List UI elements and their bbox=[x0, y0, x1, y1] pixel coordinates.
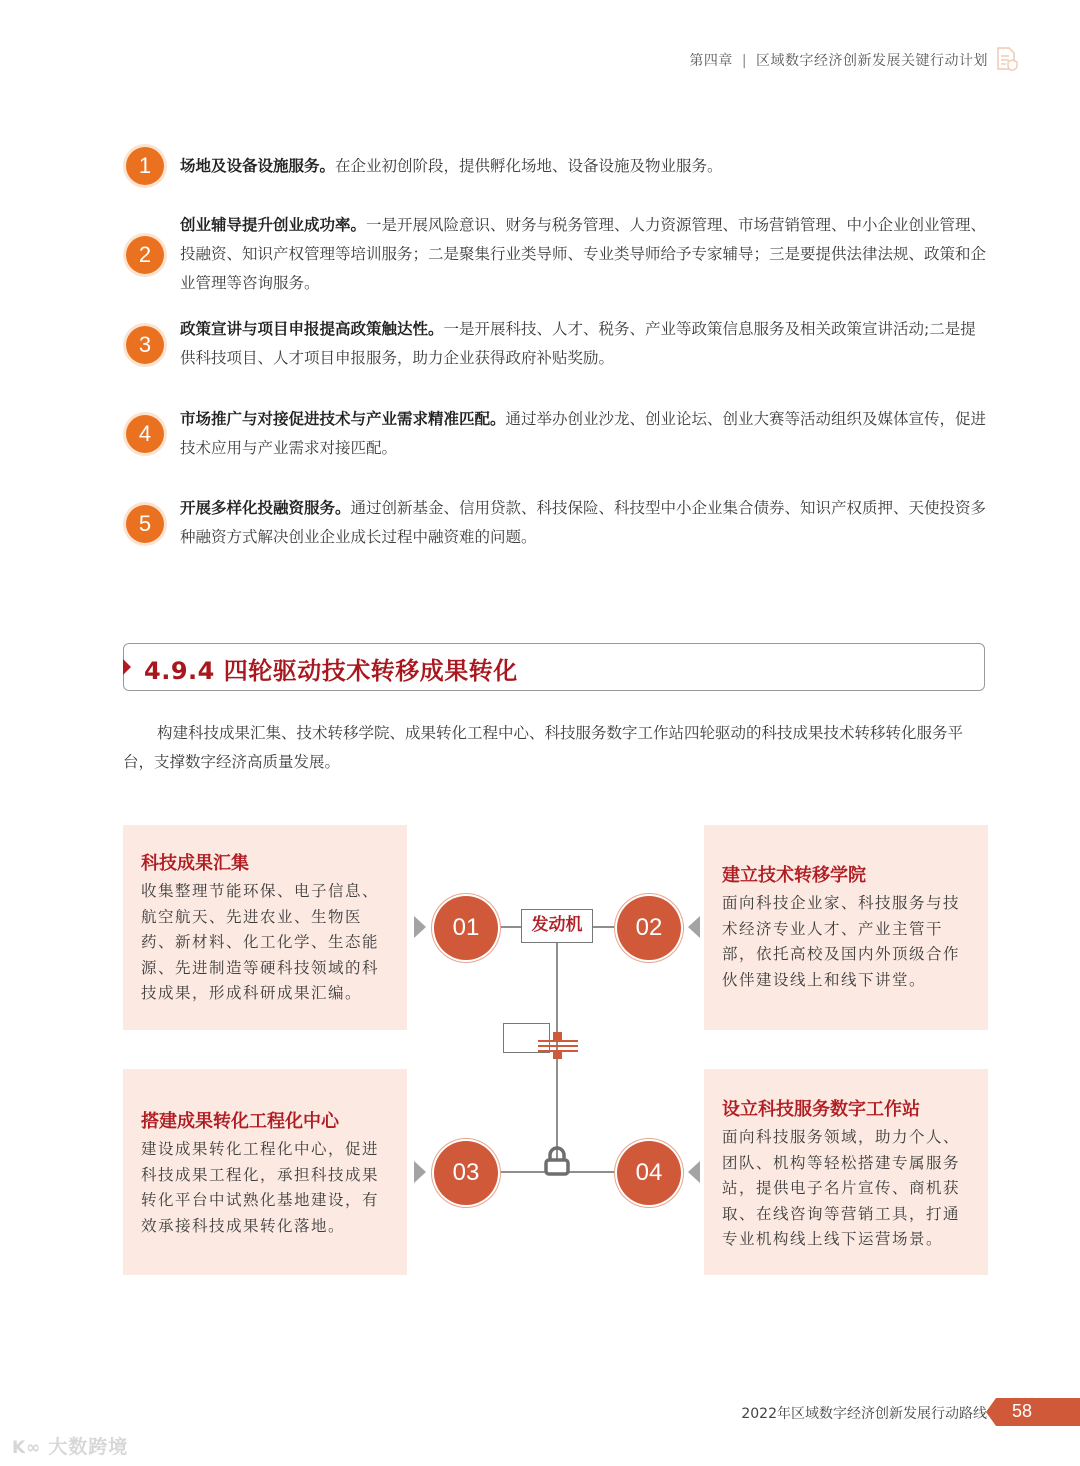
service-item-text: 通过举办创业沙龙、创业论坛、创业大赛等活动组织及媒体宣传，促进技术应用与产业需求对接匹配。 bbox=[180, 410, 987, 457]
watermark-text: 大数跨境 bbox=[48, 1436, 129, 1458]
watermark-logo-icon: K∞ bbox=[12, 1438, 49, 1458]
card-body: 面向科技服务领域，助力个人、团队、机构等轻松搭建专属服务站，提供电子名片宣传、商机获取、在线咨询等营销工具，打通专业机构线上线下运营场景。 bbox=[722, 1128, 961, 1248]
service-item-text: 一是开展科技、人才、税务、产业等政策信息服务及相关政策宣讲活动;二是提供科技项目、人才项目申报服务，助力企业获得政府补贴奖励。 bbox=[180, 320, 976, 367]
service-item-5 bbox=[180, 494, 990, 552]
gear-line bbox=[538, 1040, 578, 1042]
number-badge-4: 4 bbox=[126, 415, 164, 453]
lock-icon bbox=[544, 1146, 570, 1176]
section-heading bbox=[144, 651, 518, 686]
number-badge-3: 3 bbox=[126, 326, 164, 364]
gear-line bbox=[538, 1050, 578, 1052]
arrow-left-icon bbox=[688, 1161, 700, 1183]
engine-label: 发动机 bbox=[521, 909, 593, 943]
service-item-1 bbox=[180, 152, 990, 181]
number-badge-1: 1 bbox=[126, 147, 164, 185]
service-item-title: 场地及设备设施服务。 bbox=[180, 157, 336, 175]
arrow-right-icon bbox=[414, 1161, 426, 1183]
watermark bbox=[12, 1432, 128, 1459]
card-04 bbox=[704, 1069, 988, 1275]
card-title: 科技成果汇集 bbox=[141, 853, 249, 874]
section-intro: 构建科技成果汇集、技术转移学院、成果转化工程中心、科技服务数字工作站四轮驱动的科技成果技术转移转化服务平台，支撑数字经济高质量发展。 bbox=[123, 724, 964, 771]
service-item-3 bbox=[180, 315, 990, 373]
service-item-title: 市场推广与对接促进技术与产业需求精准匹配。 bbox=[180, 410, 506, 428]
gearbox-icon bbox=[503, 1023, 550, 1053]
footer-title: 2022年区域数字经济创新发展行动路线 bbox=[741, 1406, 987, 1422]
arrow-right-icon bbox=[414, 916, 426, 938]
chapter-label: 第四章 bbox=[689, 53, 733, 69]
card-02 bbox=[704, 825, 988, 1030]
number-badge-5: 5 bbox=[126, 505, 164, 543]
card-title: 建立技术转移学院 bbox=[722, 865, 866, 886]
card-01 bbox=[123, 825, 407, 1030]
section-title: 四轮驱动技术转移成果转化 bbox=[223, 657, 518, 685]
service-item-text: 一是开展风险意识、财务与税务管理、人力资源管理、市场营销管理、中小企业创业管理、投融资、知识产权管理等培训服务；二是聚集行业类导师、专业类导师给予专家辅导；三是要提供法律法规、政策和企业管理等咨询服务。 bbox=[180, 216, 987, 292]
card-body: 收集整理节能环保、电子信息、航空航天、先进农业、生物医药、新材料、化工化学、生态能源、先进制造等硬科技领域的科技成果，形成科研成果汇编。 bbox=[141, 882, 380, 1002]
service-item-title: 开展多样化投融资服务。 bbox=[180, 499, 351, 517]
service-item-title: 政策宣讲与项目申报提高政策触达性。 bbox=[180, 320, 444, 338]
card-body: 面向科技企业家、科技服务与技术经济专业人才、产业主管干部，依托高校及国内外顶级合作伙伴建设线上和线下讲堂。 bbox=[722, 894, 961, 989]
card-title: 设立科技服务数字工作站 bbox=[722, 1099, 920, 1120]
running-header bbox=[689, 50, 988, 70]
service-item-title: 创业辅导提升创业成功率。 bbox=[180, 216, 367, 234]
card-body: 建设成果转化工程化中心，促进科技成果工程化，承担科技成果转化平台中试熟化基地建设，有效承接科技成果转化落地。 bbox=[141, 1140, 380, 1235]
page-tab bbox=[996, 1398, 1080, 1426]
number-badge-2: 2 bbox=[126, 236, 164, 274]
arrow-left-icon bbox=[688, 916, 700, 938]
wheel-01: 01 bbox=[434, 896, 498, 960]
service-item-2 bbox=[180, 211, 990, 298]
section-number: 4.9.4 bbox=[144, 657, 215, 685]
gear-line bbox=[538, 1045, 578, 1047]
card-title: 搭建成果转化工程化中心 bbox=[141, 1111, 339, 1132]
card-03 bbox=[123, 1069, 407, 1275]
page-number: 58 bbox=[1012, 1401, 1033, 1421]
triangle-marker-icon bbox=[123, 659, 131, 675]
service-item-text: 通过创新基金、信用贷款、科技保险、科技型中小企业集合债券、知识产权质押、天使投资多种融资方式解决创业企业成长过程中融资难的问题。 bbox=[180, 499, 987, 546]
service-item-4 bbox=[180, 405, 990, 463]
document-shield-icon bbox=[996, 47, 1018, 71]
wheel-04: 04 bbox=[617, 1141, 681, 1205]
wheel-02: 02 bbox=[617, 896, 681, 960]
wheel-03: 03 bbox=[434, 1141, 498, 1205]
header-separator: | bbox=[741, 53, 748, 69]
chapter-title: 区域数字经济创新发展关键行动计划 bbox=[756, 53, 988, 69]
page-tab-notch bbox=[986, 1398, 996, 1426]
service-item-text: 在企业初创阶段，提供孵化场地、设备设施及物业服务。 bbox=[335, 157, 723, 175]
